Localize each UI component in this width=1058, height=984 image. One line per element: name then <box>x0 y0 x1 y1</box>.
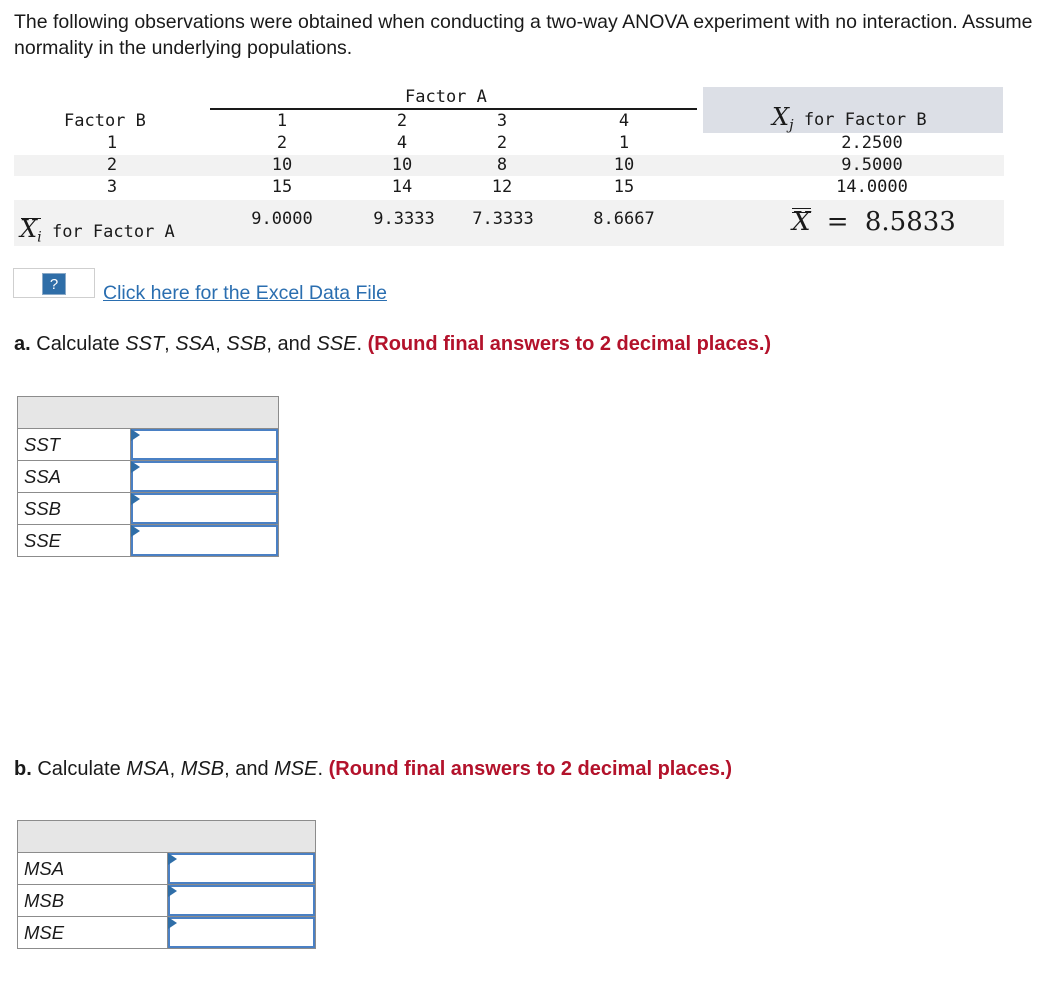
xi-header: $X_i$ for Factor A <box>20 215 175 246</box>
table-cell: 1 <box>618 133 630 153</box>
msa-input[interactable] <box>168 853 315 884</box>
dropdown-marker-icon <box>168 885 177 897</box>
row-label: MSA <box>18 853 168 885</box>
mse-cell <box>168 917 316 949</box>
table-cell: 15 <box>613 177 635 197</box>
mse-input[interactable] <box>168 917 315 948</box>
factor-a-level: 1 <box>276 111 288 131</box>
row-label: MSE <box>18 917 168 949</box>
msa-cell <box>168 853 316 885</box>
table-cell: 2 <box>496 133 508 153</box>
row-label: SSA <box>18 461 131 493</box>
factor-b-level: 3 <box>106 177 118 197</box>
table-cell: 12 <box>491 177 513 197</box>
answer-row <box>18 853 316 885</box>
dropdown-marker-icon <box>131 461 140 473</box>
answer-row <box>18 429 279 461</box>
xj-value: 2.2500 <box>841 133 903 153</box>
question-mark-icon[interactable]: ? <box>42 273 66 295</box>
part-b-instruction: (Round final answers to 2 decimal places.) <box>328 758 733 780</box>
part-a-question: a. Calculate SST, SSA, SSB, and SSE. (Round final answers to 2 decimal places.) <box>14 333 772 355</box>
ssa-cell <box>131 461 279 493</box>
row-label: MSB <box>18 885 168 917</box>
help-box <box>13 268 95 298</box>
dropdown-marker-icon <box>168 917 177 929</box>
dropdown-marker-icon <box>168 853 177 865</box>
dropdown-marker-icon <box>131 429 140 441</box>
factor-b-level: 2 <box>106 155 118 175</box>
xj-header: $X_j$ for Factor B <box>772 103 927 134</box>
table-cell: 2 <box>276 133 288 153</box>
sse-cell <box>131 525 279 557</box>
table-cell: 10 <box>391 155 413 175</box>
grand-mean: X = 8.5833 <box>792 207 956 237</box>
ssb-cell <box>131 493 279 525</box>
answer-row <box>18 525 279 557</box>
xi-value: 7.3333 <box>472 209 534 229</box>
factor-a-level: 4 <box>618 111 630 131</box>
xj-value: 9.5000 <box>841 155 903 175</box>
table-cell: 4 <box>396 133 408 153</box>
factor-b-title: Factor B <box>64 111 146 131</box>
table-cell: 14 <box>391 177 413 197</box>
part-a-answer-table <box>17 396 279 557</box>
dropdown-marker-icon <box>131 493 140 505</box>
dropdown-marker-icon <box>131 525 140 537</box>
table-cell: 15 <box>271 177 293 197</box>
answer-row <box>18 917 316 949</box>
factor-a-title: Factor A <box>405 87 487 107</box>
answer-row <box>18 885 316 917</box>
table-header <box>18 821 316 853</box>
row-label: SST <box>18 429 131 461</box>
ssb-input[interactable] <box>131 493 278 524</box>
row-label: SSE <box>18 525 131 557</box>
msb-input[interactable] <box>168 885 315 916</box>
row-label: SSB <box>18 493 131 525</box>
excel-data-file-link[interactable]: Click here for the Excel Data File <box>103 282 387 304</box>
ssa-input[interactable] <box>131 461 278 492</box>
part-b-question: b. Calculate MSA, MSB, and MSE. (Round final answers to 2 decimal places.) <box>14 758 733 780</box>
xi-value: 8.6667 <box>593 209 655 229</box>
problem-intro: The following observations were obtained when conducting a two-way ANOVA experiment with no interaction. Assume normality in the underlying populations. <box>14 11 1033 59</box>
factor-a-rule <box>210 108 697 110</box>
answer-row <box>18 461 279 493</box>
xi-value: 9.3333 <box>373 209 435 229</box>
xj-value: 14.0000 <box>836 177 908 197</box>
sst-cell <box>131 429 279 461</box>
factor-b-level: 1 <box>106 133 118 153</box>
table-cell: 10 <box>271 155 293 175</box>
factor-a-level: 2 <box>396 111 408 131</box>
part-a-instruction: (Round final answers to 2 decimal places.) <box>367 333 772 355</box>
xi-value: 9.0000 <box>251 209 313 229</box>
table-header <box>18 397 279 429</box>
table-cell: 10 <box>613 155 635 175</box>
sst-input[interactable] <box>131 429 278 460</box>
msb-cell <box>168 885 316 917</box>
factor-a-level: 3 <box>496 111 508 131</box>
answer-row <box>18 493 279 525</box>
part-b-answer-table <box>17 820 316 949</box>
sse-input[interactable] <box>131 525 278 556</box>
table-cell: 8 <box>496 155 508 175</box>
